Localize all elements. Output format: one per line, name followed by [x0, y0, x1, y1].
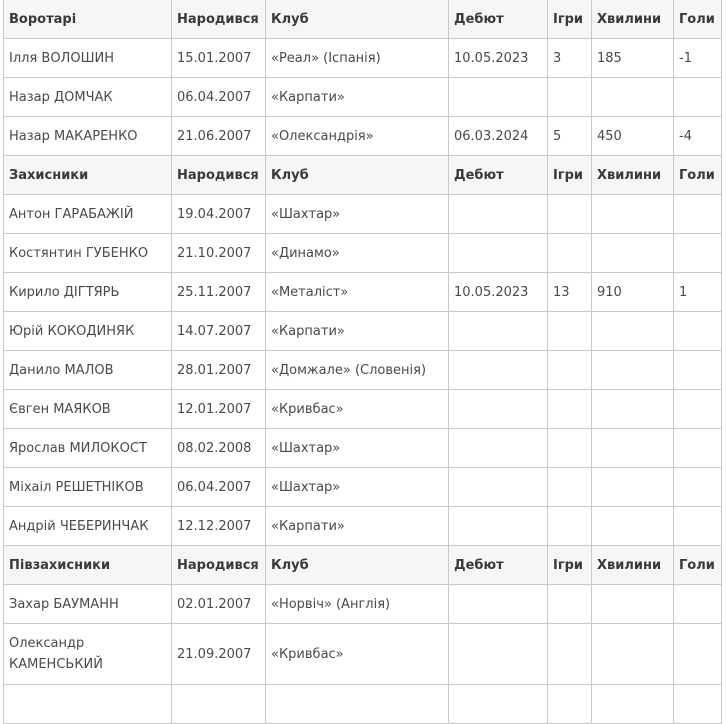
column-header-born: Народився — [172, 0, 266, 39]
player-minutes — [592, 429, 674, 468]
player-row — [4, 585, 722, 624]
column-header-debut: Дебют — [449, 546, 548, 585]
player-debut — [449, 390, 548, 429]
player-goals: -4 — [674, 117, 722, 156]
player-games: 13 — [548, 273, 592, 312]
player-row — [4, 429, 722, 468]
player-name: Данило МАЛОВ — [4, 351, 172, 390]
player-minutes — [592, 351, 674, 390]
squad-table — [3, 0, 722, 724]
player-born: 21.09.2007 — [172, 624, 266, 685]
column-header-born: Народився — [172, 156, 266, 195]
player-club: «Динамо» — [266, 234, 449, 273]
player-debut — [449, 351, 548, 390]
player-born: 02.01.2007 — [172, 585, 266, 624]
player-debut: 10.05.2023 — [449, 273, 548, 312]
player-goals — [674, 507, 722, 546]
player-minutes: 450 — [592, 117, 674, 156]
player-born — [172, 685, 266, 724]
player-goals — [674, 585, 722, 624]
section-header-row — [4, 156, 722, 195]
player-born: 25.11.2007 — [172, 273, 266, 312]
player-club: «Кривбас» — [266, 390, 449, 429]
player-debut: 10.05.2023 — [449, 39, 548, 78]
section-header-row — [4, 546, 722, 585]
player-club: «Карпати» — [266, 78, 449, 117]
player-club: «Карпати» — [266, 507, 449, 546]
player-minutes: 910 — [592, 273, 674, 312]
player-games — [548, 468, 592, 507]
player-row — [4, 78, 722, 117]
player-name: Ілля ВОЛОШИН — [4, 39, 172, 78]
player-debut — [449, 195, 548, 234]
player-row — [4, 273, 722, 312]
column-header-born: Народився — [172, 546, 266, 585]
column-header-club: Клуб — [266, 156, 449, 195]
player-minutes — [592, 78, 674, 117]
player-name: Олександр КАМЕНСЬКИЙ — [4, 624, 172, 685]
player-row — [4, 351, 722, 390]
player-games — [548, 312, 592, 351]
player-name: Юрій КОКОДИНЯК — [4, 312, 172, 351]
player-row — [4, 312, 722, 351]
player-name: Костянтин ГУБЕНКО — [4, 234, 172, 273]
column-header-club: Клуб — [266, 546, 449, 585]
player-club: «Реал» (Іспанія) — [266, 39, 449, 78]
player-minutes — [592, 390, 674, 429]
player-goals — [674, 429, 722, 468]
player-born: 21.06.2007 — [172, 117, 266, 156]
player-goals — [674, 624, 722, 685]
squad-table-body — [4, 0, 722, 724]
player-name: Ярослав МИЛОКОСТ — [4, 429, 172, 468]
player-minutes — [592, 507, 674, 546]
player-minutes: 185 — [592, 39, 674, 78]
player-minutes — [592, 195, 674, 234]
player-games — [548, 585, 592, 624]
column-header-minutes: Хвилини — [592, 0, 674, 39]
player-minutes — [592, 312, 674, 351]
player-games: 3 — [548, 39, 592, 78]
player-goals — [674, 312, 722, 351]
player-born: 06.04.2007 — [172, 78, 266, 117]
section-title: Півзахисники — [4, 546, 172, 585]
column-header-minutes: Хвилини — [592, 156, 674, 195]
player-club: «Карпати» — [266, 312, 449, 351]
player-debut — [449, 624, 548, 685]
player-goals: -1 — [674, 39, 722, 78]
section-title: Воротарі — [4, 0, 172, 39]
player-club: «Кривбас» — [266, 624, 449, 685]
section-title: Захисники — [4, 156, 172, 195]
player-name: Захар БАУМАНН — [4, 585, 172, 624]
player-row — [4, 117, 722, 156]
player-born: 15.01.2007 — [172, 39, 266, 78]
player-name: Кирило ДІГТЯРЬ — [4, 273, 172, 312]
player-debut — [449, 312, 548, 351]
player-goals — [674, 234, 722, 273]
player-name: Євген МАЯКОВ — [4, 390, 172, 429]
player-name — [4, 685, 172, 724]
player-club: «Металіст» — [266, 273, 449, 312]
column-header-debut: Дебют — [449, 0, 548, 39]
column-header-minutes: Хвилини — [592, 546, 674, 585]
player-games — [548, 390, 592, 429]
player-born: 21.10.2007 — [172, 234, 266, 273]
player-goals — [674, 351, 722, 390]
column-header-goals: Голи — [674, 0, 722, 39]
player-row — [4, 468, 722, 507]
player-minutes — [592, 234, 674, 273]
player-minutes — [592, 685, 674, 724]
player-club: «Олександрія» — [266, 117, 449, 156]
player-games — [548, 78, 592, 117]
player-goals — [674, 195, 722, 234]
player-born: 12.01.2007 — [172, 390, 266, 429]
player-row — [4, 195, 722, 234]
player-games — [548, 624, 592, 685]
player-club: «Норвіч» (Англія) — [266, 585, 449, 624]
player-debut — [449, 234, 548, 273]
player-minutes — [592, 468, 674, 507]
column-header-goals: Голи — [674, 546, 722, 585]
player-debut — [449, 507, 548, 546]
player-row — [4, 234, 722, 273]
player-born: 06.04.2007 — [172, 468, 266, 507]
player-debut — [449, 78, 548, 117]
player-debut — [449, 585, 548, 624]
player-games — [548, 195, 592, 234]
player-club: «Шахтар» — [266, 195, 449, 234]
player-games — [548, 685, 592, 724]
player-minutes — [592, 624, 674, 685]
player-born: 08.02.2008 — [172, 429, 266, 468]
column-header-games: Ігри — [548, 0, 592, 39]
player-born: 12.12.2007 — [172, 507, 266, 546]
player-debut — [449, 468, 548, 507]
player-goals — [674, 468, 722, 507]
column-header-club: Клуб — [266, 0, 449, 39]
player-games: 5 — [548, 117, 592, 156]
player-goals — [674, 78, 722, 117]
player-born: 19.04.2007 — [172, 195, 266, 234]
player-debut: 06.03.2024 — [449, 117, 548, 156]
player-name: Андрій ЧЕБЕРИНЧАК — [4, 507, 172, 546]
column-header-goals: Голи — [674, 156, 722, 195]
player-row — [4, 624, 722, 685]
player-games — [548, 234, 592, 273]
player-row — [4, 507, 722, 546]
column-header-debut: Дебют — [449, 156, 548, 195]
player-row — [4, 685, 722, 724]
player-name: Назар ДОМЧАК — [4, 78, 172, 117]
player-goals — [674, 390, 722, 429]
player-debut — [449, 429, 548, 468]
player-debut — [449, 685, 548, 724]
player-row — [4, 39, 722, 78]
player-name: Міхаіл РЕШЕТНІКОВ — [4, 468, 172, 507]
player-minutes — [592, 585, 674, 624]
player-club: «Шахтар» — [266, 429, 449, 468]
player-name: Назар МАКАРЕНКО — [4, 117, 172, 156]
player-games — [548, 507, 592, 546]
player-born: 14.07.2007 — [172, 312, 266, 351]
player-name: Антон ГАРАБАЖІЙ — [4, 195, 172, 234]
column-header-games: Ігри — [548, 546, 592, 585]
player-games — [548, 351, 592, 390]
player-club — [266, 685, 449, 724]
player-goals: 1 — [674, 273, 722, 312]
player-club: «Домжале» (Словенія) — [266, 351, 449, 390]
column-header-games: Ігри — [548, 156, 592, 195]
section-header-row — [4, 0, 722, 39]
player-goals — [674, 685, 722, 724]
player-games — [548, 429, 592, 468]
player-row — [4, 390, 722, 429]
player-club: «Шахтар» — [266, 468, 449, 507]
player-born: 28.01.2007 — [172, 351, 266, 390]
